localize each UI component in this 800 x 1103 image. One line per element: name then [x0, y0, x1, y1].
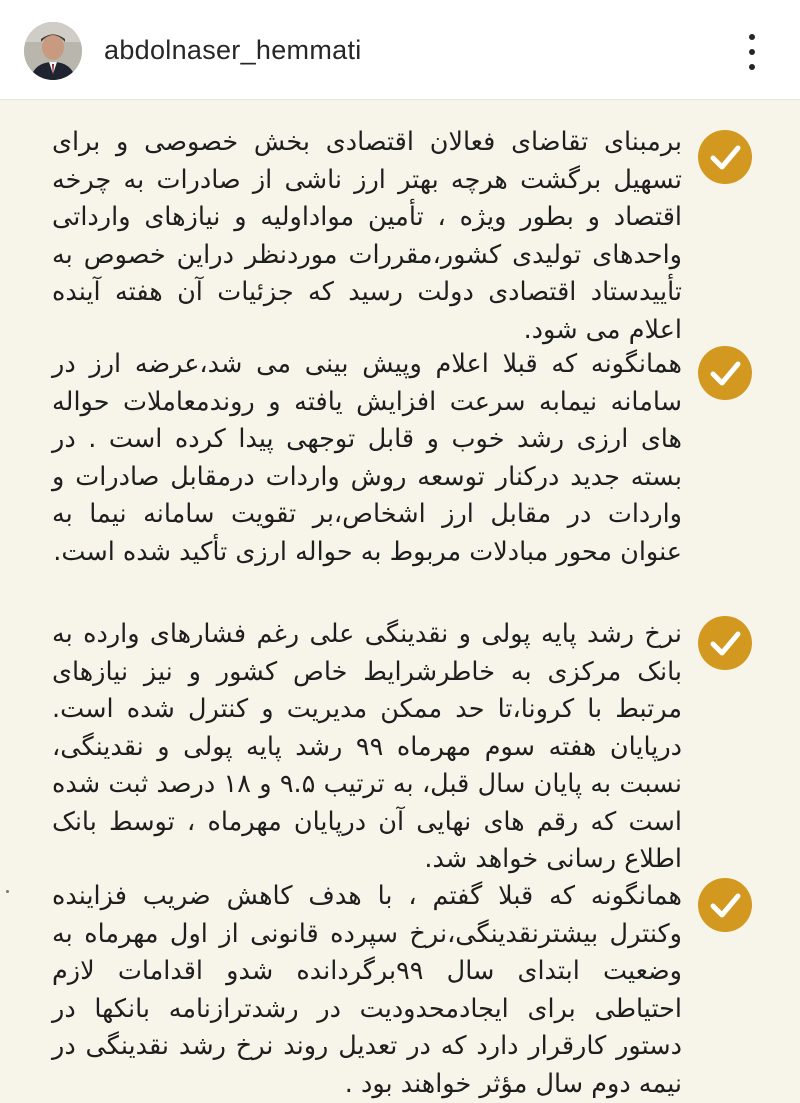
- speck: [6, 890, 9, 893]
- avatar[interactable]: [24, 22, 82, 80]
- paragraph-3: نرخ رشد پایه پولی و نقدینگی علی رغم فشارهای وارده به بانک مرکزی به خاطرشرایط خاص کشور و نیز نیازهای مرتبط با کرونا،تا حد ممکن مدیریت و کنترل شده است. درپایان هفته سوم مهرماه ۹۹ رشد پایه پولی و نقدینگی، نسبت به پایان سال قبل، به ترتیب ۹.۵ و ۱۸ درصد ثبت شده است که رقم های نهایی آن درپایان مهرماه ، توسط بانک اطلاع رسانی خواهد شد.: [52, 619, 683, 874]
- paragraph-4: همانگونه که قبلا گفتم ، با هدف کاهش ضریب فزاینده وکنترل بیشترنقدینگی،نرخ سپرده قانونی از اول مهرماه به وضعیت ابتدای سال ۹۹برگردانده شدو اقدامات لازم احتیاطی برای ایجادمحدودیت در رشدترازنامه بانکها در دستور کارقرار دارد که در تعدیل روند نرخ رشد نقدینگی در نیمه دوم سال مؤثر خواهند بود .: [52, 881, 682, 1099]
- check-circle-icon: [698, 878, 752, 932]
- username[interactable]: abdolnaser_hemmati: [104, 35, 362, 65]
- post-header: [0, 0, 800, 100]
- check-circle-icon: [698, 130, 752, 184]
- more-vertical-icon[interactable]: [740, 30, 764, 74]
- paragraph-2: همانگونه که قبلا اعلام وپیش بینی می شد،عرضه ارز در سامانه نیمابه سرعت افزایش یافته و روندمعاملات حواله های ارزی رشد خوب و قابل توجهی پیدا کرده است . در بسته جدید درکنار توسعه روش واردات درمقابل صادرات و واردات در مقابل ارز اشخاص،بر تقویت سامانه نیما به عنوان محور مبادلات مربوط به حواله ارزی تأکید شده است.: [52, 349, 682, 567]
- profile-photo-icon: [24, 22, 82, 80]
- check-circle-icon: [698, 346, 752, 400]
- post-image: [0, 100, 800, 1103]
- check-circle-icon: [698, 616, 752, 670]
- paragraph-1: برمبنای تقاضای فعالان اقتصادی بخش خصوصی و برای تسهیل برگشت هرچه بهتر ارز ناشی از صادرات به چرخه اقتصاد و بطور ویژه ، تأمین مواداولیه و نیازهای وارداتی واحدهای تولیدی کشور،مقررات موردنظر دراین خصوص به تأییدستاد اقتصادی دولت رسید که جزئیات آن هفته آینده اعلام می شود.: [52, 127, 682, 345]
